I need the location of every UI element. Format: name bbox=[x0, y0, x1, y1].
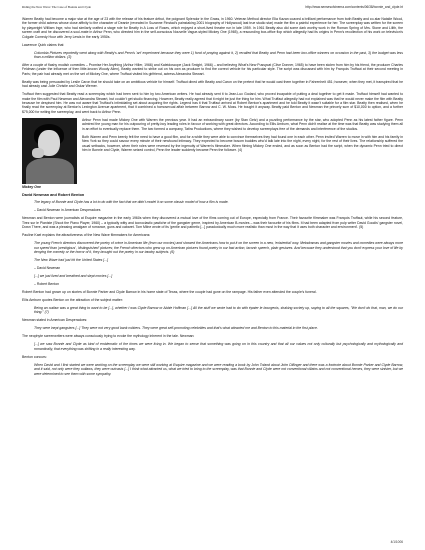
paragraph: Truffaut then suggested that Beatty read a screenplay which had been sent to him by two American writers. He had already sent it to Jean-Luc Godard, who proved incapable of putting a deal together to get it made. Truffaut himself had wanted to make the film with Paul Newman and Alexandra Stewart, but couldn't get studio financing. However, Beatty really agreed that it might be just the thing for him. What Truffaut allegedly had not explained was that he would never make the film with Beatty because he despised him. He was not aware that Truffaut's intimidating set about acquiring the rights. Legend has it that Truffaut arrived at Robert Benton's apartment and he told Beatty it wasn't suitable for a film star. Beatty then realised, when he finally read the screenplay at Benton's Lexington Avenue apartment, that it combined a homosexual affair between Barrow and C. W. Moss. He bought it anyway. Beatty paid Benton and Newman the princely sum of $10,000 to option, and a further $75,000 for writing the screenplay, and went back to Arthur Penn. bbox=[22, 92, 403, 114]
quote-attribution: – David Newman in American Desperadoes bbox=[34, 208, 101, 213]
paragraph: Robert Benton had grown up on stories of Bonnie Parker and Clyde Barrow in his home state of Texas, where the couple had gone on the rampage. His father even attended the couple's funeral. bbox=[22, 289, 317, 294]
block-quote: They were inept gangsters [...] They were not very good bank robbers. They were great self-promoting celebrities and that's what attracted me and Benton to this material in the first place. bbox=[34, 326, 318, 331]
block-quote: [...] we just lived and breathed and slept movies [...] bbox=[34, 273, 113, 278]
header-title: Riding the New Wave: The Case of Bonnie and Clyde bbox=[22, 5, 91, 9]
header-url[interactable]: http://www.sensesofcinema.com/contents/06/38/bonnie_and_clyde.ht bbox=[305, 5, 403, 9]
mickey-one-photo bbox=[22, 118, 77, 184]
block-quote: The legacy of Bonnie and Clyde has a lot to do with the fact that we didn't model it on some classic model of how a film is made. bbox=[34, 200, 229, 205]
quote-attribution: – Robert Benton bbox=[34, 281, 60, 286]
paragraph: Benton concurs: bbox=[22, 354, 47, 359]
paragraph: Ellis Amburn quotes Benton on the attraction of the subject matter: bbox=[22, 297, 123, 302]
section-title: David Newman and Robert Benton bbox=[22, 192, 85, 197]
paragraph: Beatty was being persuaded by Leslie Caron that he should take on an ambitious vehicle for himself. Truffaut dined with Beatty and Caron on the pretext that he would cast them together in Fahrenheit 451; however, when they met, it transpired that he had already cast Julie Christie and Oskar Werner. bbox=[22, 79, 403, 89]
block-quote: The New Wave had just hit the United States [...] bbox=[34, 257, 109, 262]
quote-attribution: – David Newman bbox=[34, 265, 61, 270]
block-quote: [...] we saw Bonnie and Clyde as kind of emblematic of the times we were living in. We began to sense that something was going on in this country and that all our values not only culturally but psychologically and mythologically and romantically, that everything was shifting in a really interesting way. bbox=[34, 342, 403, 351]
paragraph: The neophyte screenwriters were always consciously trying to evoke the mythology inherent in the tale. Newman: bbox=[22, 334, 195, 339]
paragraph: Newman and Benton were journalists at Esquire magazine in the early 1960s when they discovered a mutual love of the films coming out of Europe, especially from France. Their favourite filmmaker was François Truffaut, while his second feature, Tirez sur le Pianiste (Shoot the Piano Player, 1960) – a typically witty and iconoclastic pastiche of the gangster genre, inspired by American B-movies – was their favourite of his films. It had been adapted from pulp writer David Goodis' gangster novel, Down There, and was a pleasing amalgam of romance, guns and cabaret. Tom Milne wrote of its 'gentle and pathetic [...] paradoxically much more realistic than most in the way that it uses both character and environment'. (5) bbox=[22, 216, 403, 230]
block-quote: Being an outlaw was a great thing to want to be [...], whether I was Clyde Barrow or Abbie Hoffman [...] All the stuff we wrote had to do with épater le bourgeois, shaking society up, saying to all the squares, "We don't do that, man, we do our thing." (7) bbox=[34, 305, 403, 315]
paragraph: Lawrence Quirk claims that bbox=[22, 42, 64, 47]
figure-text bbox=[82, 118, 403, 189]
page-header bbox=[22, 5, 403, 17]
paragraph: Arthur Penn had made Mickey One with Warren the previous year. It had an extraordinary score (by Stan Getz) and a puzzling performance by the star, who adopted Penn as his latest father figure. Penn admired the young man for his outpouring of pretty-boy leading roles in favour of working with great directors. According to Ellis Amburn, what Penn didn't realise at the time was that Beatty was studying them all in an effort to eventually replace them. The two formed a company, Tatira Productions, where they wished to develop screenplays free of the demands and interference of the studios. bbox=[82, 117, 403, 131]
block-quote: Columbia Pictures reportedly went along with Beatty's and Penn's 'art' experiment because they were 1) fond of praying against it, 2) recalled that Beatty and Penn had been box-office winners on occasion in the past, 3) the budget was less than a million dollars. (3) bbox=[34, 50, 403, 60]
figure bbox=[22, 118, 77, 189]
block-quote: The young French directors discovered the poetry of crime in American life (from our movies) and showed the Americans how to put it on the screen in a new, 'existential' way. Melodramas and gangster movies and comedies were always more our speed than 'prestigious', 'distinguished' pictures; the French directors who grew up on American pictures found poetry in our fast action, laconic speech, plain gestures. And because they understood that you don't express your love of life by denying the comedy or the horror of it, they brought out the poetry in our tawdry subjects. (6) bbox=[34, 241, 403, 254]
paragraph: Warren Beatty had become a major star at the age of 23 with the release of his feature début, the poignant Splendor in the Grass, in 1960. Veteran Method director Elia Kazan coaxed a brilliant performance from both Beatty and co-star Natalie Wood, the former child actress whose close affinity to the character of Deanie (revealed in Suzanne Finstad's painstaking 2001 biography of Hollywood) last true studio star) made the film a painful experience for her. The screenplay was written for the screen by playwright William Inge, who had similarly crafted a stage role for Beatty in A Loss of Roses, which enjoyed a short-lived theatre run in late 1959. In 1961 Beatty also did some dark worthy work in the Roman Spring of Mrs. Stone and Lilith, the screen craft and he discovered a soul-mate in Arthur Penn, who directed him in the self-conscious Nouvelle Vague-styled Mickey One (1965), a resounding box-office flop which allegedly had its origins in Penn's recollection of his work on television's Colgate Comedy Hour with Jerry Lewis in the early 1950s. bbox=[22, 17, 403, 39]
paragraph: Both Warren and Penn keenly felt the need to have a good film, and for a while they were able to convince themselves they had found one in each other. Penn invited Warren to move in with him and his family in New York so they could savour every minute of their newfound intimacy. They expected to become bosom buddies who'd talk late into the night, every night, for the rest of their lives. The relationship suffered the usual setbacks, however, when their roles were reversed by the ingenuity of Warren's filmmaker. When filming Mickey One ended, and as soon as Benton had the script, when the dynamic Penn tried to direct him in Bonnie and Clyde, Warren seized control, Penn the leader suddenly became Penn the follower. (4) bbox=[82, 134, 403, 152]
paragraph: Pauline Kael explains the attractiveness of the New Wave filmmakers for Americans: bbox=[22, 233, 151, 238]
paragraph: Newman stated in American Desperadoes: bbox=[22, 318, 88, 323]
paragraph: After a couple of flashy modish comedies – Promise Her Anything (Arthur Hiller, 1966) and Kaleidoscope (Jack Smight, 1966) – and believing What's New Pussycat (Clive Donner, 1965) to have been stolen from him by his friend, the producer Charles Feldman (under the influence of then little-known Woody Allen), Beatty wanted to strike out on his own as producer to find the correct vehicle for his particular style. The script was discussed with him by François Truffaut at their second meeting in Paris; the pair had already met on the set of Mickey One, where Truffaut visited his girlfriend, actress Alexandra Stewart. bbox=[22, 63, 403, 76]
page-footer: 4/1/1006 bbox=[390, 539, 403, 544]
block-quote: When David and I first started we were working on the screenplay we were still working at Esquire magazine and we were reading a book by John Toland about John Dillinger and there was a footnote about Bonnie Parker and Clyde Barrow, and it said, not only were they outlaws, they were outcasts [...] I think what attracted us, what we tried to bring to the screenplay, was that Bonnie and Clyde were not conventional villains and not conventional heroes, they were sinister, but we were determined to see them with some sympathy. bbox=[34, 362, 403, 376]
figure-caption: Mickey One bbox=[22, 184, 41, 189]
figure-row bbox=[22, 118, 403, 189]
